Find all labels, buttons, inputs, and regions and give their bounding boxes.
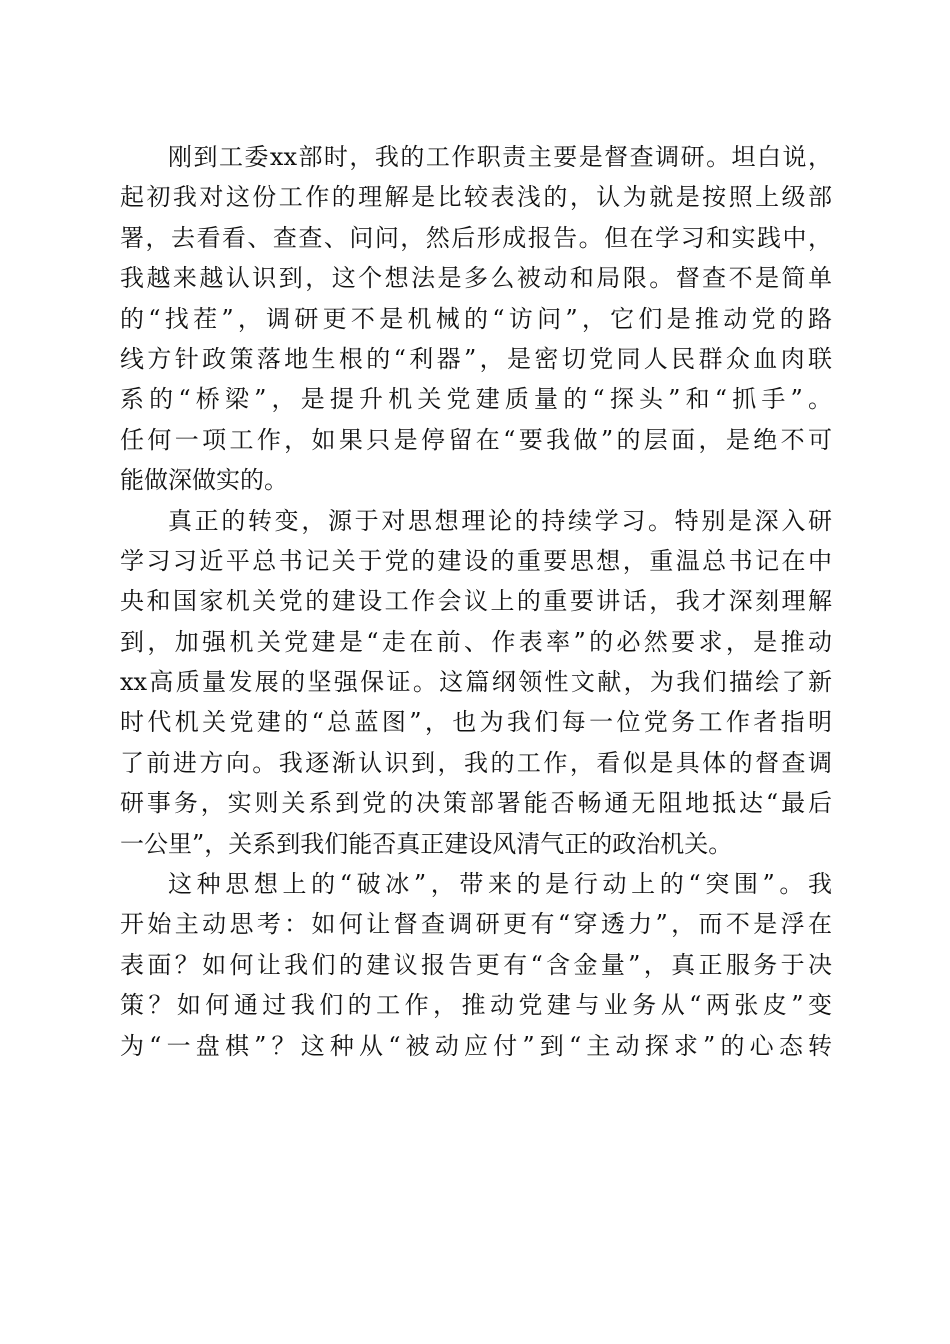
paragraph-line: 了前进方向。我逐渐认识到，我的工作，看似是具体的督查调: [120, 748, 832, 777]
paragraph-line: 署，去看看、查查、问问，然后形成报告。但在学习和实践中，: [120, 223, 832, 252]
paragraph-line: 到，加强机关党建是“走在前、作表率”的必然要求，是推动: [120, 627, 832, 656]
paragraph-line: 一公里”，关系到我们能否真正建设风清气正的政治机关。: [120, 829, 733, 858]
paragraph-line: 系的“桥梁”，是提升机关党建质量的“探头”和“抓手”。: [120, 385, 832, 414]
paragraph-2: [120, 501, 832, 865]
paragraph-1: [120, 137, 832, 501]
document-body: [120, 137, 832, 1066]
paragraph-line: 真正的转变，源于对思想理论的持续学习。特别是深入研: [168, 506, 832, 535]
paragraph-line: 时代机关党建的“总蓝图”，也为我们每一位党务工作者指明: [120, 708, 832, 737]
paragraph-line: 央和国家机关党的建设工作会议上的重要讲话，我才深刻理解: [120, 587, 832, 616]
paragraph-3: [120, 864, 832, 1066]
paragraph-line: 开始主动思考：如何让督查调研更有“穿透力”，而不是浮在: [120, 910, 832, 939]
paragraph-line: 学习习近平总书记关于党的建设的重要思想，重温总书记在中: [120, 546, 832, 575]
paragraph-line: 表面？如何让我们的建议报告更有“含金量”，真正服务于决: [120, 950, 832, 979]
paragraph-line: 起初我对这份工作的理解是比较表浅的，认为就是按照上级部: [120, 183, 832, 212]
paragraph-line: 任何一项工作，如果只是停留在“要我做”的层面，是绝不可: [120, 425, 832, 454]
paragraph-line: 这种思想上的“破冰”，带来的是行动上的“突围”。我: [168, 870, 832, 899]
paragraph-line: 线方针政策落地生根的“利器”，是密切党同人民群众血肉联: [120, 344, 832, 373]
paragraph-line: 能做深做实的。: [120, 466, 288, 495]
paragraph-line: 刚到工委xx部时，我的工作职责主要是督查调研。坦白说，: [168, 143, 832, 171]
paragraph-line: 研事务，实则关系到党的决策部署能否畅通无阻地抵达“最后: [120, 789, 832, 818]
paragraph-line: 策？如何通过我们的工作，推动党建与业务从“两张皮”变: [120, 991, 832, 1020]
paragraph-line: 为“一盘棋”？这种从“被动应付”到“主动探求”的心态转: [120, 1031, 832, 1060]
paragraph-line: 我越来越认识到，这个想法是多么被动和局限。督查不是简单: [120, 264, 832, 293]
paragraph-line: xx高质量发展的坚强保证。这篇纲领性文献，为我们描绘了新: [120, 668, 832, 697]
paragraph-line: 的“找茬”，调研更不是机械的“访问”，它们是推动党的路: [120, 304, 832, 333]
